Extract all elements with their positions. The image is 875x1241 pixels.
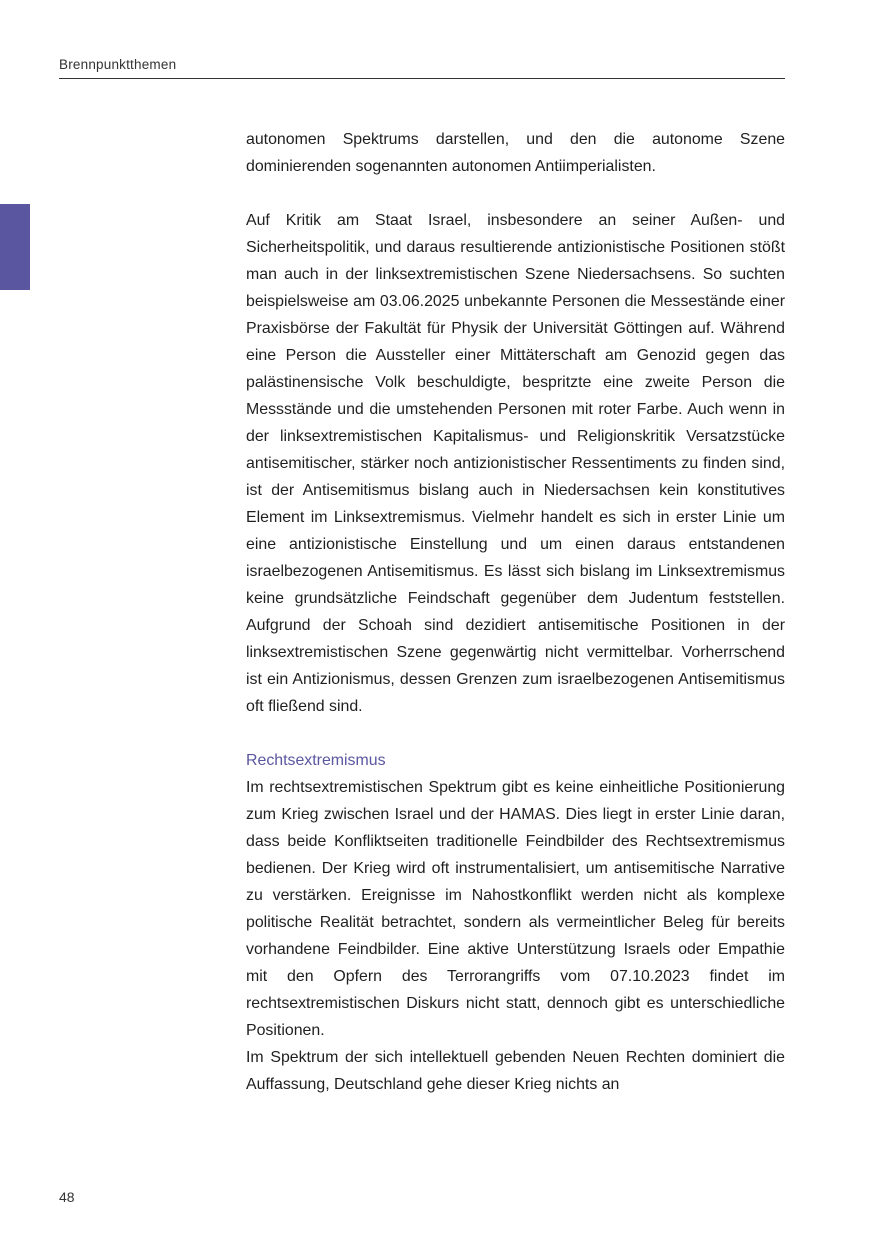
page-number: 48 xyxy=(59,1189,75,1205)
body-column xyxy=(246,126,785,1098)
section-heading-rechtsextremismus: Rechtsextremismus xyxy=(246,752,386,769)
running-header-title: Brennpunktthemen xyxy=(59,57,177,72)
paragraph-1: autonomen Spektrums darstellen, und den die autonome Szene dominierenden sogenannten autonomen Antiimperialisten. xyxy=(246,131,785,175)
paragraph-3: Im rechtsextremistischen Spektrum gibt es keine einheitliche Positionierung zum Krieg zwischen Israel und der HAMAS. Dies liegt in erster Linie daran, dass beide Konfliktseiten traditionelle Feindbilder des Rechtsextremismus bedienen. Der Krieg wird oft instrumentalisiert, um antisemitische Narrative zu verstärken. Ereignisse im Nahostkonflikt werden nicht als komplexe politische Realität betrachtet, sondern als vermeintlicher Beleg für bereits vorhandene Feindbilder. Eine aktive Unterstützung Israels oder Empathie mit den Opfern des Terrorangriffs vom 07.10.2023 findet im rechtsextremistischen Diskurs nicht statt, dennoch gibt es unterschiedliche Positionen. xyxy=(246,779,785,1039)
header-rule xyxy=(59,78,785,79)
paragraph-2: Auf Kritik am Staat Israel, insbesondere an seiner Außen- und Sicherheitspolitik, und daraus resultierende antizionistische Positionen stößt man auch in der linksextremistischen Szene Niedersachsens. So suchten beispielsweise am 03.06.2025 unbekannte Personen die Messestände einer Praxisbörse der Fakultät für Physik der Universität Göttingen auf. Während eine Person die Aussteller einer Mittäterschaft am Genozid gegen das palästinensische Volk beschuldigte, bespritzte eine zweite Person die Messstände und die umstehenden Personen mit roter Farbe. Auch wenn in der linksextremistischen Kapitalismus- und Religionskritik Versatzstücke antisemitischer, stärker noch antizionistischer Ressentiments zu finden sind, ist der Antisemitismus bislang auch in Niedersachsen kein konstitutives Element im Linksextremismus. Vielmehr handelt es sich in erster Linie um eine antizionistische Einstellung und um einen daraus entstandenen israelbezogenen Antisemitismus. Es lässt sich bislang im Linksextremismus keine grundsätzliche Feindschaft gegenüber dem Judentum feststellen. Aufgrund der Schoah sind dezidiert antisemitische Positionen in der linksextremistischen Szene gegenwärtig nicht vermittelbar. Vorherrschend ist ein Antizionismus, dessen Grenzen zum israelbezogenen Antisemitismus oft fließend sind. xyxy=(246,212,785,715)
paragraph-4: Im Spektrum der sich intellektuell gebenden Neuen Rechten dominiert die Auffassung, Deutschland gehe dieser Krieg nichts an xyxy=(246,1049,785,1093)
chapter-side-tab xyxy=(0,204,30,290)
